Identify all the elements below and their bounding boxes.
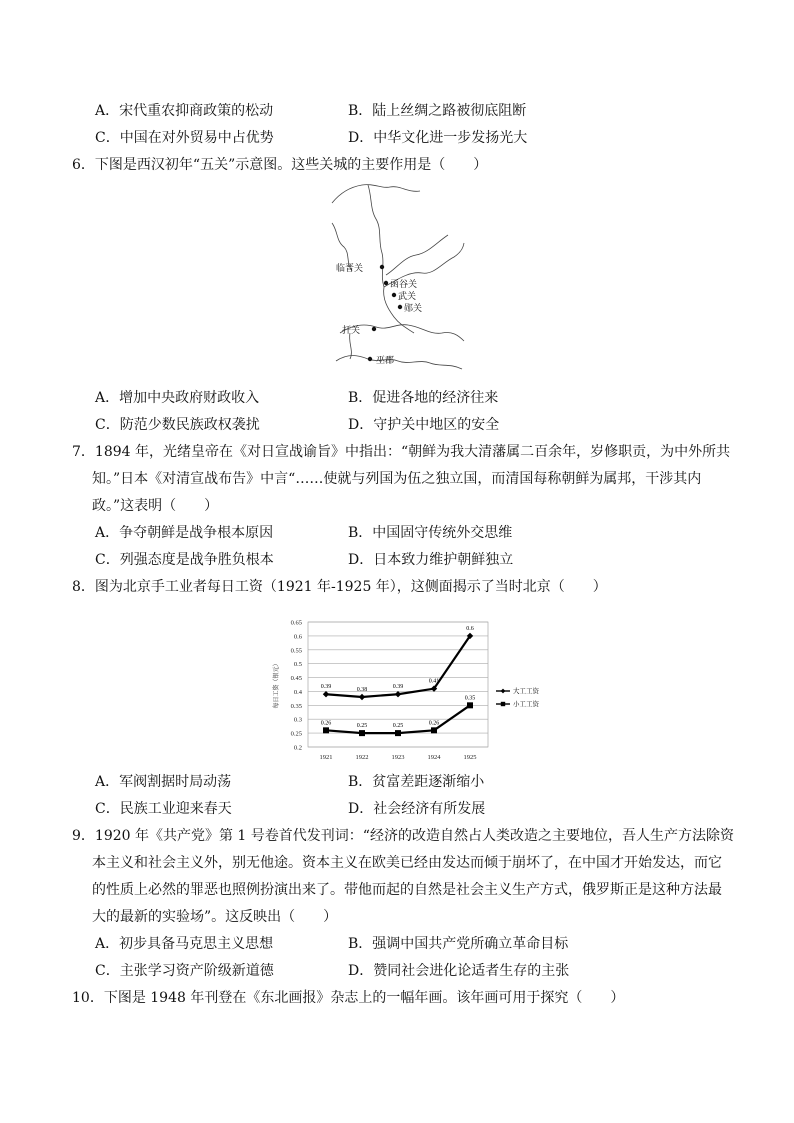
q8-option-a[interactable]: A．军阀割据时局动荡: [95, 774, 232, 790]
five-passes-map: [330, 183, 465, 378]
q7-option-d[interactable]: D．日本致力维护朝鲜独立: [348, 552, 514, 568]
data-label: 0.25: [356, 723, 368, 730]
map-label-hangu: 函谷关: [390, 279, 418, 289]
map-point-wujun: [368, 357, 372, 361]
map-label-linjin: 临晋关: [336, 263, 364, 273]
y-tick-label: 0.25: [290, 730, 302, 738]
q6-option-a[interactable]: A．增加中央政府财政收入: [95, 390, 260, 406]
q9-stem-line-2: 本主义和社会主义外，别无他途。资本主义在欧美已经由发达而倾于崩坏了，在中国才开始发达，而它: [92, 855, 722, 871]
legend-label: 小工工资: [513, 701, 539, 709]
map-label-yun: 郧关: [404, 303, 423, 313]
x-tick-label: 1923: [391, 754, 405, 761]
q5-option-a[interactable]: A．宋代重农抑商政策的松动: [95, 103, 274, 119]
q5-option-c[interactable]: C．中国在对外贸易中占优势: [95, 130, 274, 146]
q5-option-b[interactable]: B．陆上丝绸之路被彻底阻断: [348, 103, 527, 119]
q6-option-c[interactable]: C．防范少数民族政权袭扰: [95, 417, 260, 433]
q9-option-d[interactable]: D．赞同社会进化论适者生存的主张: [348, 963, 570, 979]
data-point: [431, 727, 437, 733]
q5-option-d[interactable]: D．中华文化进一步发扬光大: [348, 130, 528, 146]
x-tick-label: 1922: [355, 754, 369, 761]
q9-option-b[interactable]: B．强调中国共产党所确立革命目标: [348, 936, 569, 952]
q6-stem: 6．下图是西汉初年“五关”示意图。这些关城的主要作用是（ ）: [72, 157, 488, 173]
y-tick-label: 0.35: [290, 702, 302, 710]
data-label: 0.25: [392, 723, 404, 730]
data-point: [359, 730, 365, 736]
data-label: 0.26: [428, 720, 440, 727]
map-coast-bottom: [336, 356, 462, 370]
q7-option-b[interactable]: B．中国固守传统外交思维: [348, 525, 513, 541]
y-tick-label: 0.45: [290, 675, 302, 683]
data-label: 0.6: [466, 625, 474, 632]
wage-line-chart: [268, 617, 568, 765]
data-label: 0.26: [320, 720, 332, 727]
map-point-yun: [398, 305, 402, 309]
map-label-wu: 武关: [398, 291, 417, 301]
data-label: 0.38: [356, 687, 368, 693]
x-tick-label: 1925: [463, 754, 477, 761]
q9-stem-line-4: 大的最新的实验场”。这反映出（ ）: [92, 909, 338, 925]
legend-marker: [501, 702, 505, 706]
y-tick-label: 0.5: [293, 661, 302, 669]
legend-marker: [501, 689, 506, 694]
q8-option-b[interactable]: B．贫富差距逐渐缩小: [348, 774, 485, 790]
data-point: [323, 727, 329, 733]
y-tick-label: 0.3: [293, 716, 302, 724]
data-label: 0.35: [464, 695, 476, 702]
data-point: [323, 691, 329, 697]
y-tick-label: 0.55: [290, 647, 302, 655]
data-point: [395, 730, 401, 736]
x-tick-label: 1924: [427, 754, 441, 761]
q7-stem-line-1: 7．1894 年，光绪皇帝在《对日宣战谕旨》中指出：“朝鲜为我大清藩属二百余年，岁修职贡，为中外所共: [72, 444, 731, 460]
q7-stem-line-3: 政。”这表明（ ）: [92, 498, 219, 514]
q8-option-d[interactable]: D．社会经济有所发展: [348, 801, 486, 817]
y-tick-label: 0.2: [293, 744, 302, 752]
q9-option-c[interactable]: C．主张学习资产阶级新道德: [95, 963, 274, 979]
map-river-north: [368, 185, 384, 287]
y-axis-label: 每日工资（银元）: [274, 660, 280, 709]
y-tick-label: 0.6: [293, 633, 302, 641]
data-point: [359, 694, 365, 700]
q6-option-b[interactable]: B．促进各地的经济往来: [348, 390, 499, 406]
q7-option-a[interactable]: A．争夺朝鲜是战争根本原因: [95, 525, 274, 541]
map-river-east2: [386, 235, 448, 275]
q7-option-c[interactable]: C．列强态度是战争胜负根本: [95, 552, 274, 568]
y-tick-label: 0.4: [293, 688, 302, 696]
q8-option-c[interactable]: C．民族工业迎来春天: [95, 801, 232, 817]
q8-stem: 8．图为北京手工业者每日工资（1921 年-1925 年），这侧面揭示了当时北京（ ）: [72, 579, 607, 595]
q10-stem: 10．下图是 1948 年刊登在《东北画报》杂志上的一幅年画。该年画可用于探究（ ）: [72, 990, 625, 1006]
q9-option-a[interactable]: A．初步具备马克思主义思想: [95, 936, 274, 952]
q6-option-d[interactable]: D．守护关中地区的安全: [348, 417, 500, 433]
data-label: 0.41: [428, 678, 440, 685]
map-point-linjin: [380, 265, 384, 269]
data-label: 0.39: [392, 684, 404, 691]
y-tick-label: 0.65: [290, 619, 302, 627]
data-point: [467, 702, 473, 708]
q7-stem-line-2: 知。”日本《对清宣战布告》中言“……使就与列国为伍之独立国，而清国每称朝鲜为属邦，干涉其内: [92, 471, 702, 487]
x-tick-label: 1921: [319, 754, 333, 761]
map-point-hangu: [384, 281, 388, 285]
map-point-han: [372, 327, 376, 331]
q9-stem-line-1: 9．1920 年《共产党》第 1 号卷首代发刊词：“经济的改造自然占人类改造之主要地位，吾人生产方法除资: [72, 828, 734, 844]
legend-label: 大工工资: [513, 688, 539, 696]
data-point: [395, 691, 401, 697]
q9-stem-line-3: 的性质上必然的罪恶也照例扮演出来了。带他而起的自然是社会主义生产方式，俄罗斯正是这种方法最: [92, 882, 722, 898]
map-label-han: 扞关: [342, 325, 361, 335]
map-label-wujun: 巫郡: [376, 355, 395, 365]
map-coast-top: [332, 185, 420, 203]
map-river-sw: [350, 333, 352, 359]
data-label: 0.39: [320, 684, 332, 691]
map-point-wu: [392, 293, 396, 297]
